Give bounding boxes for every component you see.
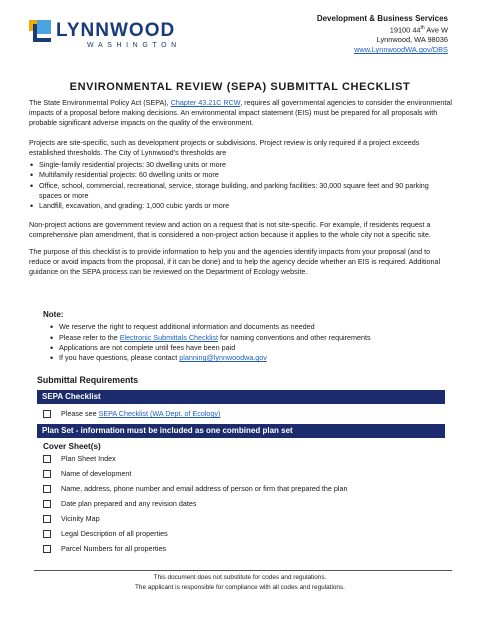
cover-item-label: Legal Description of all properties (61, 529, 168, 538)
rcw-link[interactable]: Chapter 43.21C RCW (170, 98, 241, 107)
intro-paragraph: The State Environmental Policy Act (SEPA), Chapter 43.21C RCW, requires all governmental agencies to consider the environmental impacts of a proposal before making decisions. An environmental impact statement (EIS) must be prepared for all proposals with probable significant adverse impacts on the quality of the environment. (29, 98, 452, 128)
note-section (43, 309, 443, 363)
cover-sheet-heading: Cover Sheet(s) (43, 442, 101, 451)
cover-item-label: Name of development (61, 469, 132, 478)
note-item: • We reserve the right to request additional information and documents as needed (49, 322, 443, 332)
checkbox[interactable] (43, 470, 51, 478)
cover-item-row (43, 529, 168, 539)
nonproject-paragraph: Non-project actions are government review and action on a request that is not site-specific. For example, if residents request a comprehensive plan amendment, that is considered a non-project action because it applies to the whole city not a specific site. (29, 220, 431, 240)
sepa-checklist-link[interactable]: SEPA Checklist (WA Dept. of Ecology) (98, 409, 221, 418)
logo-name: LYNNWOOD (56, 20, 176, 41)
checkbox[interactable] (43, 530, 51, 538)
cover-item-row (43, 469, 131, 479)
checkbox[interactable] (43, 500, 51, 508)
intro-section (29, 98, 452, 286)
cover-item-row (43, 454, 116, 464)
sepa-checklist-row (43, 409, 220, 419)
department-name: Development & Business Services (316, 14, 448, 23)
page-title: ENVIRONMENTAL REVIEW (SEPA) SUBMITTAL CHECKLIST (69, 81, 411, 93)
cover-item-label: Vicinity Map (61, 514, 100, 523)
city-address: Lynnwood, WA 98036 (376, 35, 448, 45)
threshold-item: • Office, school, commercial, recreational, service, storage building, and parking facilities: 30,000 square feet and 90 parking spaces or more (29, 181, 452, 201)
lynnwood-logo (29, 20, 181, 52)
checkbox[interactable] (43, 455, 51, 463)
footer-line: The applicant is responsible for compliance with all codes and regulations. (135, 583, 345, 591)
checkbox[interactable] (43, 485, 51, 493)
cover-item-label: Plan Sheet Index (61, 454, 116, 463)
checkbox[interactable] (43, 410, 51, 418)
street-address: 19100 44th Ave W (389, 24, 448, 35)
cover-item-row (43, 544, 166, 554)
threshold-item: • Single-family residential projects: 30 dwelling units or more (29, 160, 452, 170)
note-item: • Please refer to the Electronic Submittals Checklist for naming conventions and other requirements (49, 333, 443, 343)
cover-item-label: Date plan prepared and any revision dates (61, 499, 197, 508)
cover-item-row (43, 514, 100, 524)
footer-divider (34, 570, 452, 571)
department-address (317, 14, 448, 56)
cover-item-label: Parcel Numbers for all properties (61, 544, 167, 553)
note-list (43, 322, 443, 363)
checkbox[interactable] (43, 545, 51, 553)
sepa-item-text: Please see SEPA Checklist (WA Dept. of Ecology) (61, 409, 221, 418)
threshold-item: • Landfill, excavation, and grading: 1,000 cubic yards or more (29, 201, 452, 211)
checkbox[interactable] (43, 515, 51, 523)
cover-item-row (43, 499, 196, 509)
submittal-requirements-heading: Submittal Requirements (37, 375, 139, 385)
threshold-item: • Multifamily residential projects: 60 dwelling units or more (29, 170, 452, 180)
planning-email-link[interactable]: planning@lynnwoodwa.gov (179, 353, 267, 363)
note-label: Note: (43, 310, 64, 319)
electronic-submittals-link[interactable]: Electronic Submittals Checklist (119, 332, 218, 342)
purpose-paragraph: The purpose of this checklist is to provide information to help you and the agencies identify impacts from your proposal (and to reduce or avoid impacts from the proposal, if it can be done) and to help the agency decide whether an EIS is required. Additional guidance on the SEPA process can be reviewed on the Department of Ecology website. (29, 246, 441, 277)
city-logo-icon (29, 20, 51, 42)
logo-subtitle: WASHINGTON (87, 42, 181, 49)
note-item: • If you have questions, please contact planning@lynnwoodwa.gov (49, 353, 443, 363)
plan-set-bar: Plan Set - information must be included as one combined plan set (37, 424, 445, 438)
department-website-link[interactable]: www.LynnwoodWA.gov/DBS (354, 45, 448, 55)
footer-line: This document does not substitute for codes and regulations. (153, 574, 327, 581)
note-item: • Applications are not complete until fees have been paid (49, 343, 443, 353)
sepa-checklist-bar: SEPA Checklist (37, 390, 445, 404)
thresholds-intro: Projects are site-specific, such as development projects or subdivisions. Project review is only required if a project exceeds established thresholds. The City of Lynnwood’s thresholds are (29, 137, 420, 157)
thresholds-list (29, 160, 452, 211)
footer (0, 573, 480, 593)
cover-item-row (43, 484, 347, 494)
cover-item-label: Name, address, phone number and email address of person or firm that prepared the plan (61, 484, 348, 493)
